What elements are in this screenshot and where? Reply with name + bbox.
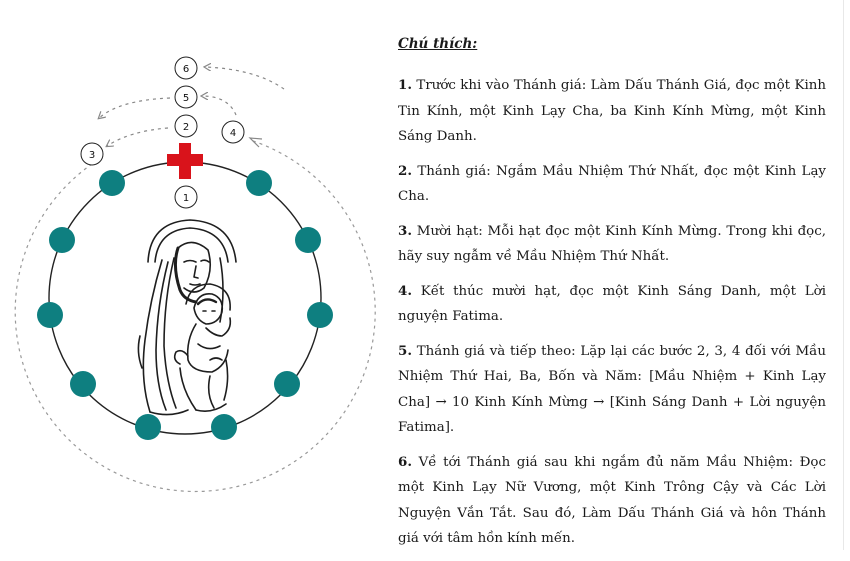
- legend-item-5: [398, 339, 826, 441]
- outer-arrow-head: [250, 138, 262, 147]
- legend-item-number: 4.: [398, 282, 412, 299]
- bead: [135, 414, 161, 440]
- bead: [99, 170, 125, 196]
- bead: [49, 227, 75, 253]
- bead: [70, 371, 96, 397]
- legend-item-text: Về tới Thánh giá sau khi ngắm đủ năm Mầu Nhiệm: Đọc một Kinh Lạy Nữ Vương, một Kinh Trông Cậy và Các Lời Nguyện Vắn Tắt. Sau đó, Làm Dấu Thánh Giá và hôn Thánh giá với tâm hồn kính mến.: [398, 454, 826, 546]
- svg-text:3: 3: [88, 150, 96, 161]
- legend-title: Chú thích:: [398, 36, 478, 52]
- legend-item-text: Trước khi vào Thánh giá: Làm Dấu Thánh Giá, đọc một Kinh Tin Kính, một Kinh Lạy Cha, ba Kinh Kính Mừng, một Kinh Sáng Danh.: [398, 78, 826, 144]
- bead: [246, 170, 272, 196]
- cross-icon: [167, 143, 203, 179]
- legend-panel: [398, 36, 826, 561]
- legend-item-2: [398, 159, 826, 210]
- legend-item-text: Kết thúc mười hạt, đọc một Kinh Sáng Danh, một Lời nguyện Fatima.: [398, 283, 826, 324]
- bead: [295, 227, 321, 253]
- page-edge-divider: [843, 0, 844, 550]
- legend-item-number: 2.: [398, 162, 412, 179]
- bead: [211, 414, 237, 440]
- legend-item-3: [398, 219, 826, 270]
- legend-item-number: 1.: [398, 77, 412, 93]
- bead: [37, 302, 63, 328]
- step-marker-3: [81, 143, 103, 165]
- step-marker-2: [175, 115, 197, 137]
- legend-item-text: Mười hạt: Mỗi hạt đọc một Kinh Kính Mừng. Trong khi đọc, hãy suy ngẫm về Mầu Nhiệm Thứ Nhất.: [398, 223, 826, 264]
- step-marker-1: [175, 186, 197, 208]
- legend-item-number: 5.: [398, 342, 412, 359]
- arrow-2-to-3: [107, 128, 168, 146]
- svg-text:1: 1: [182, 193, 190, 204]
- legend-item-4: [398, 279, 826, 330]
- svg-text:2: 2: [182, 122, 190, 133]
- arrow-5-to-3: [99, 98, 170, 118]
- step-marker-4: [222, 121, 244, 143]
- svg-text:5: 5: [182, 93, 190, 104]
- bead: [274, 371, 300, 397]
- arrow-to-6: [205, 67, 284, 89]
- legend-item-1: [398, 73, 826, 150]
- madonna-and-child-illustration: [138, 220, 236, 415]
- rosary-diagram: [0, 0, 380, 550]
- svg-text:4: 4: [229, 128, 237, 139]
- legend-item-6: [398, 450, 826, 552]
- legend-item-text: Thánh giá: Ngắm Mầu Nhiệm Thứ Nhất, đọc một Kinh Lạy Cha.: [398, 163, 826, 204]
- step-marker-6: [175, 57, 197, 79]
- legend-item-text: Thánh giá và tiếp theo: Lặp lại các bước 2, 3, 4 đối với Mầu Nhiệm Thứ Hai, Ba, Bốn và Năm: [Mầu Nhiệm + Kinh Lạy Cha] → 10 Kinh Kính Mừng → [Kinh Sáng Danh + Lời nguyện Fatima].: [398, 343, 827, 435]
- legend-item-number: 3.: [398, 222, 412, 239]
- bead: [307, 302, 333, 328]
- arrow-to-5: [202, 96, 236, 115]
- svg-text:6: 6: [182, 64, 190, 75]
- step-marker-5: [175, 86, 197, 108]
- legend-item-number: 6.: [398, 453, 412, 470]
